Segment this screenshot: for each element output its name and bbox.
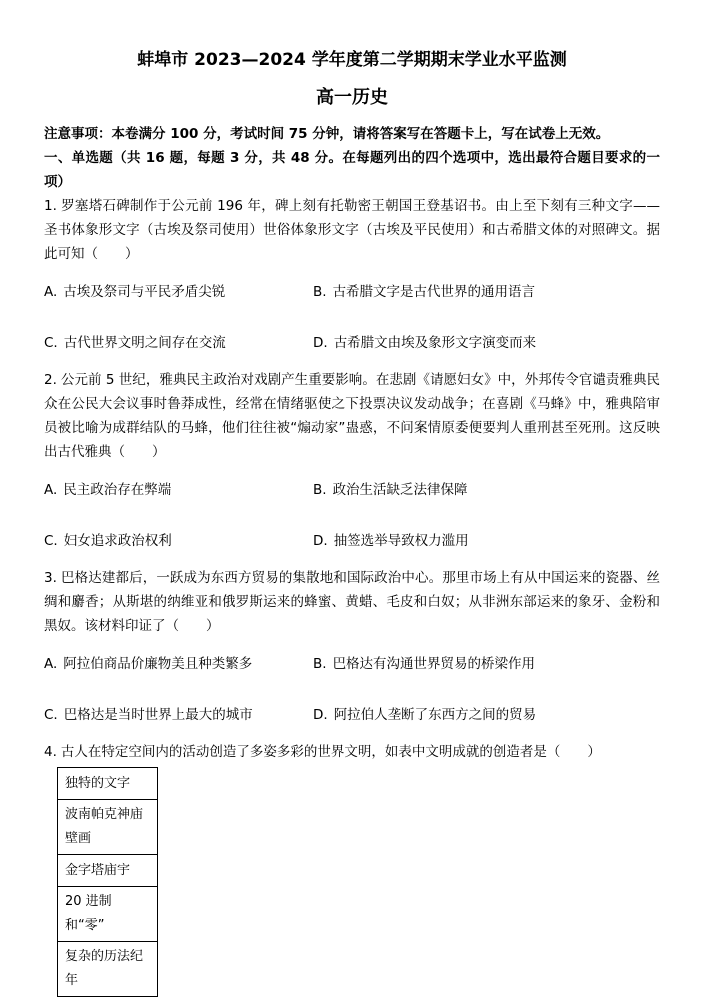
option-d [313, 529, 660, 553]
option-c [44, 529, 313, 553]
option-label: B. [313, 655, 327, 672]
notice-text: 注意事项：本卷满分 100 分，考试时间 75 分钟，请将答案写在答题卡上，写在试卷上无效。 [44, 126, 610, 142]
table-row [58, 800, 157, 855]
option-d [313, 703, 660, 727]
option-label: A. [44, 655, 58, 672]
section-heading: 一、单选题（共 16 题，每题 3 分，共 48 分。在每题列出的四个选项中，选出最符合题目要求的一项） [44, 150, 660, 190]
table-cell: 独特的文字 [65, 775, 131, 791]
question-3-stem [44, 566, 660, 638]
option-text: 妇女追求政治权利 [63, 532, 172, 549]
option-text: 阿拉伯商品价廉物美且种类繁多 [63, 655, 253, 672]
question-2-stem [44, 368, 660, 464]
option-text: 古希腊文字是古代世界的通用语言 [332, 283, 536, 300]
question-3 [44, 566, 660, 740]
page-title: 蚌埠市 2023—2024 学年度第二学期期末学业水平监测 [137, 50, 567, 70]
question-2 [44, 368, 660, 566]
option-b [313, 652, 660, 676]
option-text: 巴格达有沟通世界贸易的桥梁作用 [332, 655, 536, 672]
question-1-options [44, 266, 660, 368]
question-number: 3. [44, 570, 57, 586]
option-a [44, 478, 313, 502]
option-text: 阿拉伯人垄断了东西方之间的贸易 [333, 706, 537, 723]
option-text: 古埃及祭司与平民矛盾尖锐 [63, 283, 226, 300]
question-stem-text: 公元前 5 世纪，雅典民主政治对戏剧产生重要影响。在悲剧《请愿妇女》中，外邦传令官谴责雅典民众在公民大会议事时鲁莽成性，经常在情绪驱使之下投票决议发动战争；在喜剧《马蜂》中，雅典陪审员被比喻为成群结队的马蜂，他们往往被“煽动家”蛊惑，不问案情原委便要判人重刑甚至死刑。这反映出古代雅典（ ） [44, 372, 660, 460]
option-label: A. [44, 481, 58, 498]
question-stem-text: 巴格达建都后，一跃成为东西方贸易的集散地和国际政治中心。那里市场上有从中国运来的瓷器、丝绸和麝香；从斯堪的纳维亚和俄罗斯运来的蜂蜜、黄蜡、毛皮和白奴；从非洲东部运来的象牙、金粉和黑奴。该材料印证了（ ） [44, 570, 660, 634]
question-2-options [44, 464, 660, 566]
option-label: A. [44, 283, 58, 300]
table-cell: 金字塔庙宇 [65, 862, 131, 878]
option-text: 古代世界文明之间存在交流 [63, 334, 226, 351]
question-4 [44, 740, 660, 997]
option-c [44, 331, 313, 355]
question-4-stem [44, 740, 660, 764]
question-number: 2. [44, 372, 57, 388]
question-3-options [44, 638, 660, 740]
table-cell: 复杂的历法纪年 [65, 949, 144, 988]
option-text: 抽签选举导致权力滥用 [333, 532, 469, 549]
question-stem-text: 古人在特定空间内的活动创造了多姿多彩的世界文明，如表中文明成就的创造者是（ ） [60, 744, 601, 760]
question-stem-text: 罗塞塔石碑制作于公元前 196 年，碑上刻有托勒密王朝国王登基诏书。由上至下刻有三种文字——圣书体象形文字（古埃及祭司使用）世俗体象形文字（古埃及平民使用）和古希腊文体的对照碑文。据此可知（ ） [44, 198, 660, 262]
question-number: 1. [44, 198, 57, 214]
page-subtitle: 高一历史 [316, 87, 388, 108]
option-text: 政治生活缺乏法律保障 [332, 481, 468, 498]
question-1 [44, 194, 660, 368]
table-cell: 20 进制和“零” [65, 894, 112, 933]
option-label: C. [44, 706, 58, 723]
option-a [44, 652, 313, 676]
option-label: D. [313, 334, 328, 351]
civilization-table [57, 767, 158, 997]
option-b [313, 280, 660, 304]
option-label: B. [313, 283, 327, 300]
question-number: 4. [44, 744, 57, 760]
option-label: C. [44, 532, 58, 549]
table-row [58, 768, 157, 800]
option-b [313, 478, 660, 502]
option-text: 民主政治存在弊端 [63, 481, 172, 498]
option-c [44, 703, 313, 727]
table-row [58, 855, 157, 887]
option-label: C. [44, 334, 58, 351]
option-text: 巴格达是当时世界上最大的城市 [63, 706, 253, 723]
option-label: D. [313, 532, 328, 549]
option-a [44, 280, 313, 304]
table-row [58, 887, 157, 942]
option-d [313, 331, 660, 355]
question-1-stem [44, 194, 660, 266]
table-row [58, 942, 157, 996]
option-label: B. [313, 481, 327, 498]
option-label: D. [313, 706, 328, 723]
table-cell: 波南帕克神庙壁画 [65, 807, 144, 846]
option-text: 古希腊文由埃及象形文字演变而来 [333, 334, 537, 351]
